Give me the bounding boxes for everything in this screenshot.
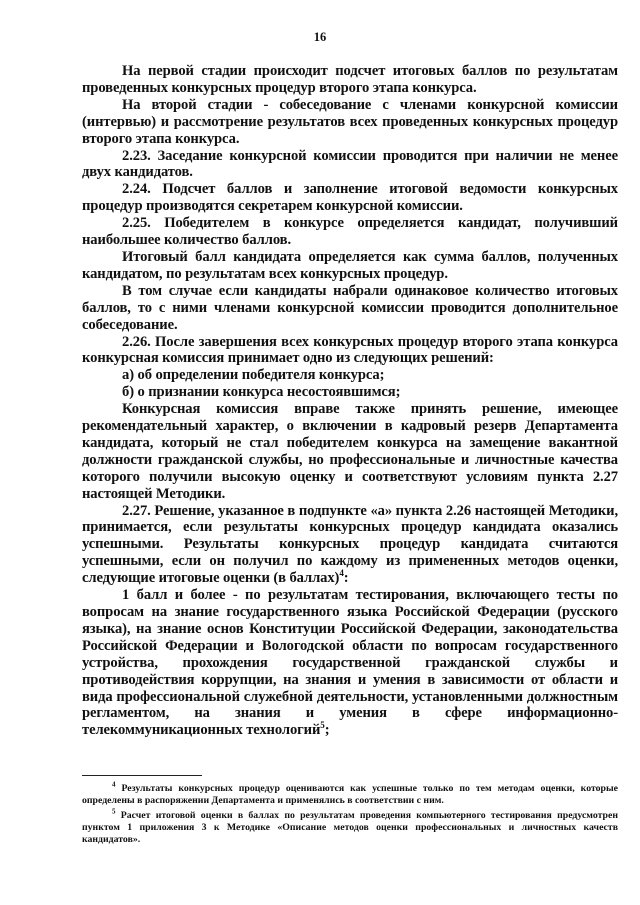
- list-item: [82, 367, 618, 384]
- paragraph: [82, 283, 618, 334]
- paragraph: [82, 148, 618, 182]
- paragraph-text: Конкурсная комиссия вправе также принять решение, имеющее рекомендательный характер, о включении в кадровый резерв Департамента кандидата, который не стал победителем конкурса на замещение вакантной должности гражданской службы, но профессиональные и личностные качества которого получили высокую оценку и соответствуют условиям пункта 2.27 настоящей Методики.: [82, 401, 618, 502]
- page-number: 16: [313, 30, 327, 44]
- footnote-text: Результаты конкурсных процедур оцениваются как успешные только по тем методам оценки, которые определены в распоряжении Департамента и применялись в соответствии с ним.: [82, 783, 618, 806]
- paragraph-text: 2.26. После завершения всех конкурсных процедур второго этапа конкурса конкурсная комиссия принимает одно из следующих решений:: [82, 333, 618, 367]
- paragraph-text: В том случае если кандидаты набрали одинаковое количество итоговых баллов, то с ними членами конкурсной комиссии проводится дополнительное собеседование.: [82, 282, 618, 333]
- paragraph: [82, 215, 618, 249]
- paragraph-text: 2.25. Победителем в конкурсе определяется кандидат, получивший наибольшее количество баллов.: [82, 215, 618, 249]
- paragraph: [82, 334, 618, 368]
- footnote-divider: [82, 775, 202, 776]
- paragraph-text: Итоговый балл кандидата определяется как сумма баллов, полученных кандидатом, по результатам всех конкурсных процедур.: [82, 248, 618, 282]
- footnotes: [82, 780, 618, 849]
- footnote-text: Расчет итоговой оценки в баллах по результатам проведения компьютерного тестирования предусмотрен пунктом 1 приложения 3 к Методике «Описание методов оценки профессиональных и личностных качеств кандидатов».: [82, 810, 618, 845]
- paragraph-tail: ;: [324, 722, 330, 739]
- paragraph-text: 2.24. Подсчет баллов и заполнение итоговой ведомости конкурсных процедур производятся секретарем конкурсной комиссии.: [82, 181, 618, 215]
- paragraph: [82, 503, 618, 588]
- footnote: [82, 807, 618, 846]
- paragraph-text: На второй стадии - собеседование с членами конкурсной комиссии (интервью) и рассмотрение результатов всех проведенных конкурсных процедур второго этапа конкурса.: [82, 96, 618, 147]
- paragraph: [82, 181, 618, 215]
- paragraph: [82, 401, 618, 502]
- list-item: [82, 384, 618, 401]
- paragraph-text: На первой стадии происходит подсчет итоговых баллов по результатам проведенных конкурсных процедур второго этапа конкурса.: [82, 63, 618, 96]
- paragraph-text: 2.27. Решение, указанное в подпункте «а» пункта 2.26 настоящей Методики, принимается, если результаты конкурсных процедур кандидата оказались успешными. Результаты конкурсных процедур кандидата считаются успешными, если он получил по каждому из примененных методов оценки, следующие итоговые оценки (в баллах): [82, 502, 618, 587]
- footnote-mark: 5: [112, 807, 116, 816]
- paragraph-text: 1 балл и более - по результатам тестирования, включающего тесты по вопросам на знание государственного языка Российской Федерации (русского языка), на знание основ Конституции Российской Федерации, законодательства Российской Федерации и Вологодской области по вопросам государственного устройства, прохождения государственной гражданской службы и противодействия коррупции, на знания и умения в зависимости от области и вида профессиональной служебной деятельности, установленными должностным регламентом, на знания и умения в сфере информационно-телекоммуникационных технологий: [82, 587, 618, 739]
- paragraph-text: б) о признании конкурса несостоявшимся;: [122, 384, 401, 401]
- footnote-mark: 4: [112, 780, 116, 789]
- paragraph: [82, 97, 618, 148]
- paragraph: [82, 587, 618, 739]
- footnote-reference: 4: [339, 568, 344, 579]
- footnote-reference: 5: [320, 720, 325, 731]
- document-body: [82, 63, 618, 739]
- paragraph: [82, 63, 618, 97]
- paragraph: [82, 249, 618, 283]
- paragraph-tail: :: [343, 570, 349, 587]
- paragraph-text: 2.23. Заседание конкурсной комиссии проводится при наличии не менее двух кандидатов.: [82, 147, 618, 181]
- paragraph-text: а) об определении победителя конкурса;: [122, 367, 385, 384]
- footnote: [82, 780, 618, 807]
